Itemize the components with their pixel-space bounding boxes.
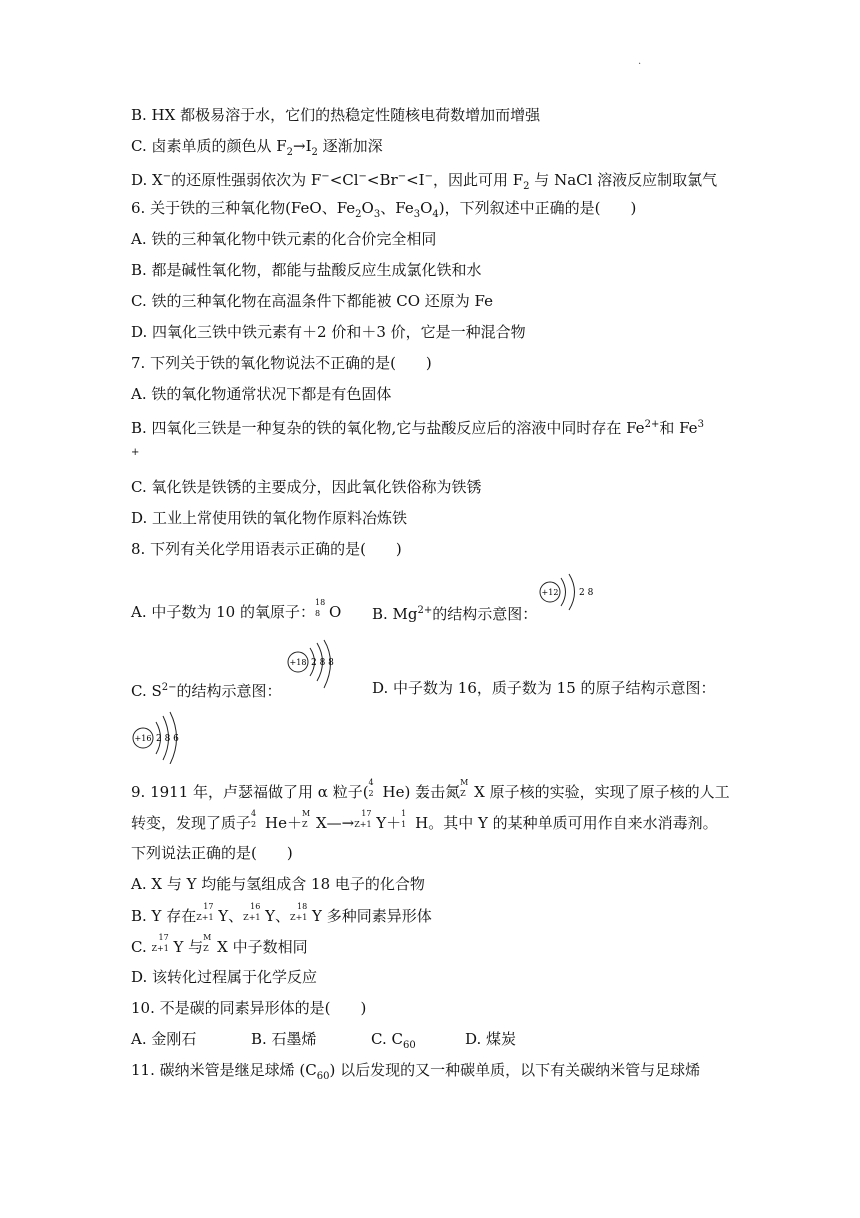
q10-option-b: B. 石墨烯 [251,1030,317,1048]
x-isotope-symbol-2: M Z [301,809,311,829]
q9-stem-line2: 转变，发现了质子 4 2 He＋ M Z X—→ 17 Z+1 Y＋ 1 1 H。其中 Y 的某种单质可用作自来水消毒剂。 [131,809,718,832]
header-dot: . [638,56,642,67]
q10-option-a: A. 金刚石 [131,1030,197,1048]
q6-option-d: D. 四氧化三铁中铁元素有＋2 价和＋3 价，它是一种混合物 [131,323,526,341]
helium-isotope-symbol-2: 4 2 [251,809,257,829]
q7-option-a: A. 铁的氧化物通常状况下都是有色固体 [131,385,392,403]
q6-option-c: C. 铁的三种氧化物在高温条件下都能被 CO 还原为 Fe [131,292,494,310]
x-isotope-symbol: M Z [460,778,469,798]
q9-option-c: C. 17 Z+1 Y 与 M Z X 中子数相同 [131,933,308,956]
q6-stem: 6. 关于铁的三种氧化物(FeO、$Fe_2O_3$、$Fe_3O_4$)，下列叙述中正确的是( ) [131,199,637,220]
q7-option-c: C. 氧化铁是铁锈的主要成分，因此氧化铁俗称为铁锈 [131,478,482,496]
q7-option-b-wrap: + [131,447,140,458]
p-nucleus-label: +16 [134,734,152,743]
q7-option-b: B. 四氧化三铁是一种复杂的铁的氧化物,它与盐酸反应后的溶液中同时存在 $Fe^{2+}$和 Fe$^3$ [131,419,704,437]
q6-option-b: B. 都是碱性氧化物，都能与盐酸反应生成氯化铁和水 [131,261,482,279]
q6-option-a: A. 铁的三种氧化物中铁元素的化合价完全相同 [131,230,437,248]
q7-option-d: D. 工业上常使用铁的氧化物作原料冶炼铁 [131,509,408,527]
mg-shells-label: 2 8 [579,588,594,598]
q8-option-c: C. $S^{2-}$的结构示意图： [131,682,282,700]
q5-option-b: B. HX 都极易溶于水，它们的热稳定性随核电荷数增加而增强 [131,106,541,124]
s-ion-structure-diagram [285,638,355,698]
q10-options [131,1029,516,1056]
y18-isotope-symbol: 18 Z+1 [290,902,308,922]
q8-stem: 8. 下列有关化学用语表示正确的是( ) [131,540,402,558]
p-atom-structure-diagram [131,708,201,768]
q5-option-c: C. 卤素单质的颜色从 $F_2\to I_2$ 逐渐加深 [131,137,383,158]
q9-option-b: B. Y 存在 17 Z+1 Y、 16 Z+1 Y、 18 Z+1 Y 多种同素异形体 [131,902,432,925]
q8-option-d: D. 中子数为 16，质子数为 15 的原子结构示意图： [372,679,716,697]
x-isotope-symbol-c: M Z [203,933,212,953]
p-shells-label: 2 8 6 [156,734,179,744]
y-isotope-symbol: 17 Z+1 [354,809,372,829]
q11-stem: 11. 碳纳米管是继足球烯 $(C_{60})$ 以后发现的又一种碳单质，以下有关碳纳米管与足球烯 [131,1061,701,1082]
mg-nucleus-label: +12 [541,588,559,597]
q10-stem: 10. 不是碳的同素异形体的是( ) [131,999,367,1017]
q10-option-c: C. $C_{60}$ [371,1030,416,1051]
q5-option-d: D. X−的还原性强弱依次为 F−<Cl−<Br−<I−，因此可用 $F_2$ 与 NaCl 溶液反应制取氯气 [131,171,718,192]
helium-isotope-symbol: 4 2 [368,778,374,798]
q9-stem-line1: 9. 1911 年，卢瑟福做了用 α 粒子( 4 2 He) 轰击氮 M Z X 原子核的实验，实现了原子核的人工 [131,778,730,801]
y17-isotope-symbol-c: 17 Z+1 [151,933,169,953]
q7-stem: 7. 下列关于铁的氧化物说法不正确的是( ) [131,354,432,372]
s-nucleus-label: +18 [289,658,307,667]
q9-stem-line3: 下列说法正确的是( ) [131,844,293,862]
q9-option-d: D. 该转化过程属于化学反应 [131,968,318,986]
y16-isotope-symbol: 16 Z+1 [243,902,261,922]
mg-ion-structure-diagram [537,570,595,618]
hydrogen-isotope-symbol: 1 1 [401,809,407,829]
s-shells-label: 2 8 8 [311,658,334,668]
oxygen-isotope-symbol: 18 8 [315,598,326,618]
q10-option-d: D. 煤炭 [465,1030,517,1048]
q9-option-a: A. X 与 Y 均能与氢组成含 18 电子的化合物 [131,875,425,893]
y17-isotope-symbol: 17 Z+1 [196,902,214,922]
q8-option-b: B. $Mg^{2+}$的结构示意图： [372,605,538,623]
q8-option-a: A. 中子数为 10 的氧原子： 18 8 O [131,598,342,621]
